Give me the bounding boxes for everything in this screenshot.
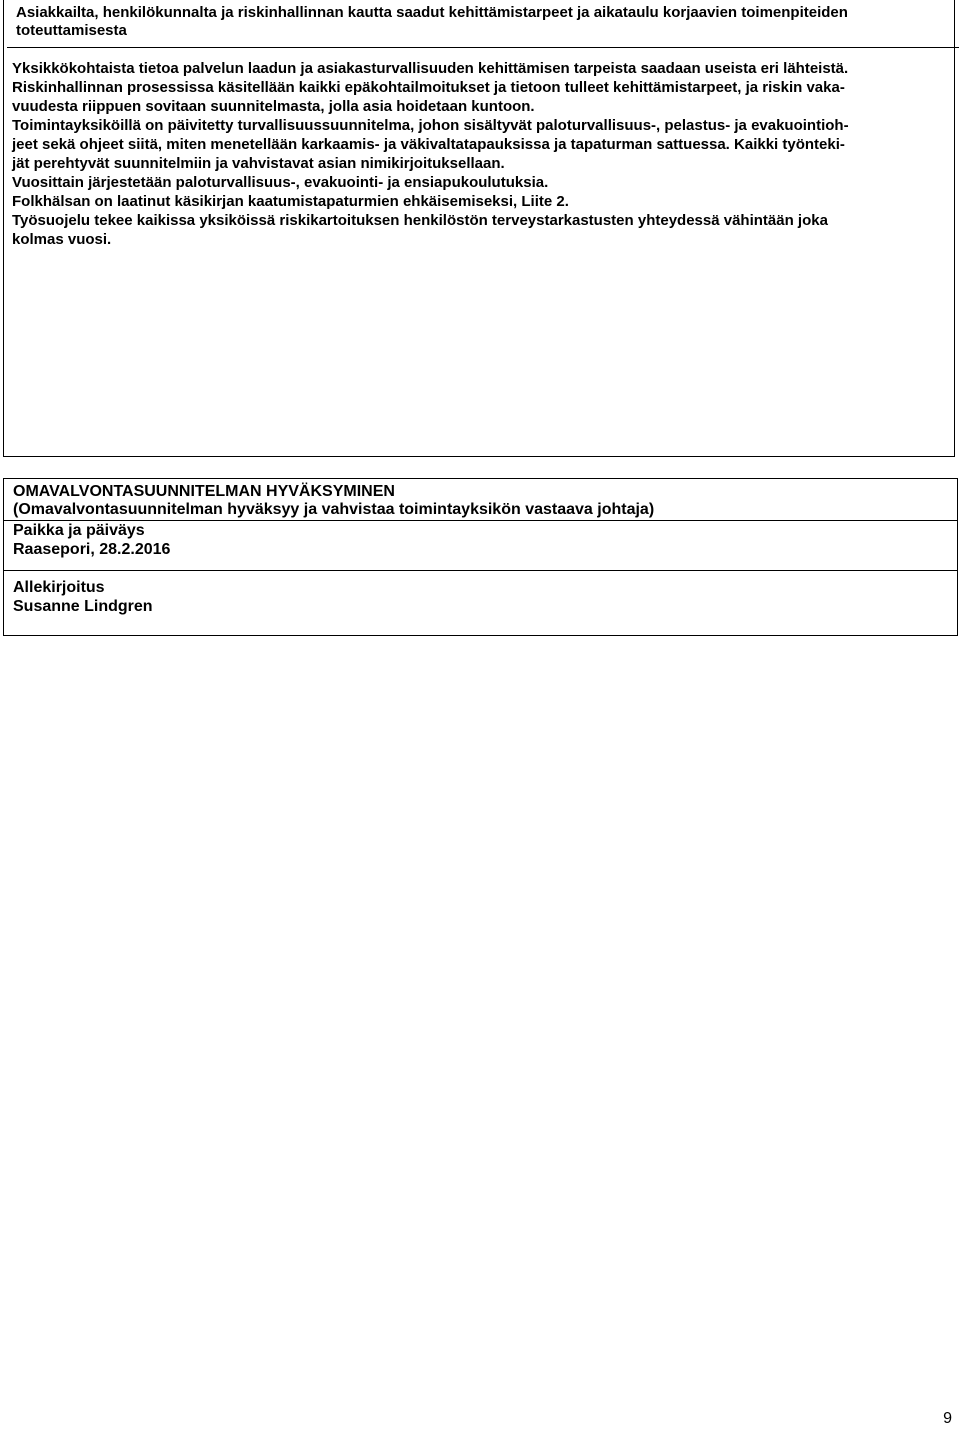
approval-title: OMAVALVONTASUUNNITELMAN HYVÄKSYMINEN bbox=[13, 483, 395, 500]
place-date-label: Paikka ja päiväys bbox=[13, 522, 145, 539]
page-number: 9 bbox=[943, 1410, 952, 1427]
approval-subtitle: (Omavalvontasuunnitelman hyväksyy ja vahvistaa toimintayksikön vastaava johtaja) bbox=[13, 501, 655, 518]
row-divider bbox=[4, 570, 957, 571]
body-line: Työsuojelu tekee kaikissa yksiköissä riskikartoituksen henkilöstön terveystarkastusten yhteydessä vähintään joka bbox=[12, 212, 828, 229]
heading-line-1: Asiakkailta, henkilökunnalta ja riskinhallinnan kautta saadut kehittämistarpeet ja aikataulu korjaavien toimenpiteiden bbox=[16, 4, 848, 21]
body-line: jät perehtyvät suunnitelmiin ja vahvistavat asian nimikirjoituksellaan. bbox=[12, 155, 505, 172]
approval-box bbox=[3, 478, 958, 636]
row-divider bbox=[4, 520, 957, 521]
body-line: vuudesta riippuen sovitaan suunnitelmasta, jolla asia hoidetaan kuntoon. bbox=[12, 98, 535, 115]
body-line: Toimintayksiköillä on päivitetty turvallisuussuunnitelma, johon sisältyvät paloturvallisuus-, pelastus- ja evakuointioh- bbox=[12, 117, 849, 134]
body-line: kolmas vuosi. bbox=[12, 231, 112, 248]
place-date-value: Raasepori, 28.2.2016 bbox=[13, 541, 171, 558]
body-line: Vuosittain järjestetään paloturvallisuus-, evakuointi- ja ensiapukoulutuksia. bbox=[12, 174, 549, 191]
body-line: Yksikkökohtaista tietoa palvelun laadun ja asiakasturvallisuuden kehittämisen tarpeista saadaan useista eri lähteistä. bbox=[12, 60, 849, 77]
body-line: Riskinhallinnan prosessissa käsitellään kaikki epäkohtailmoitukset ja tietoon tulleet kehittämistarpeet, ja riskin vaka- bbox=[12, 79, 845, 96]
development-needs-body bbox=[12, 59, 947, 249]
body-line: Folkhälsan on laatinut käsikirjan kaatumistapaturmien ehkäisemiseksi, Liite 2. bbox=[12, 193, 569, 210]
heading-line-2: toteuttamisesta bbox=[16, 22, 127, 39]
signature-label: Allekirjoitus bbox=[13, 579, 105, 596]
development-needs-heading bbox=[16, 4, 951, 40]
signature-name: Susanne Lindgren bbox=[13, 598, 153, 615]
body-line: jeet sekä ohjeet siitä, miten menetellään karkaamis- ja väkivaltatapauksissa ja tapaturman sattuessa. Kaikki työnteki- bbox=[12, 136, 845, 153]
development-needs-heading-cell bbox=[7, 0, 959, 48]
